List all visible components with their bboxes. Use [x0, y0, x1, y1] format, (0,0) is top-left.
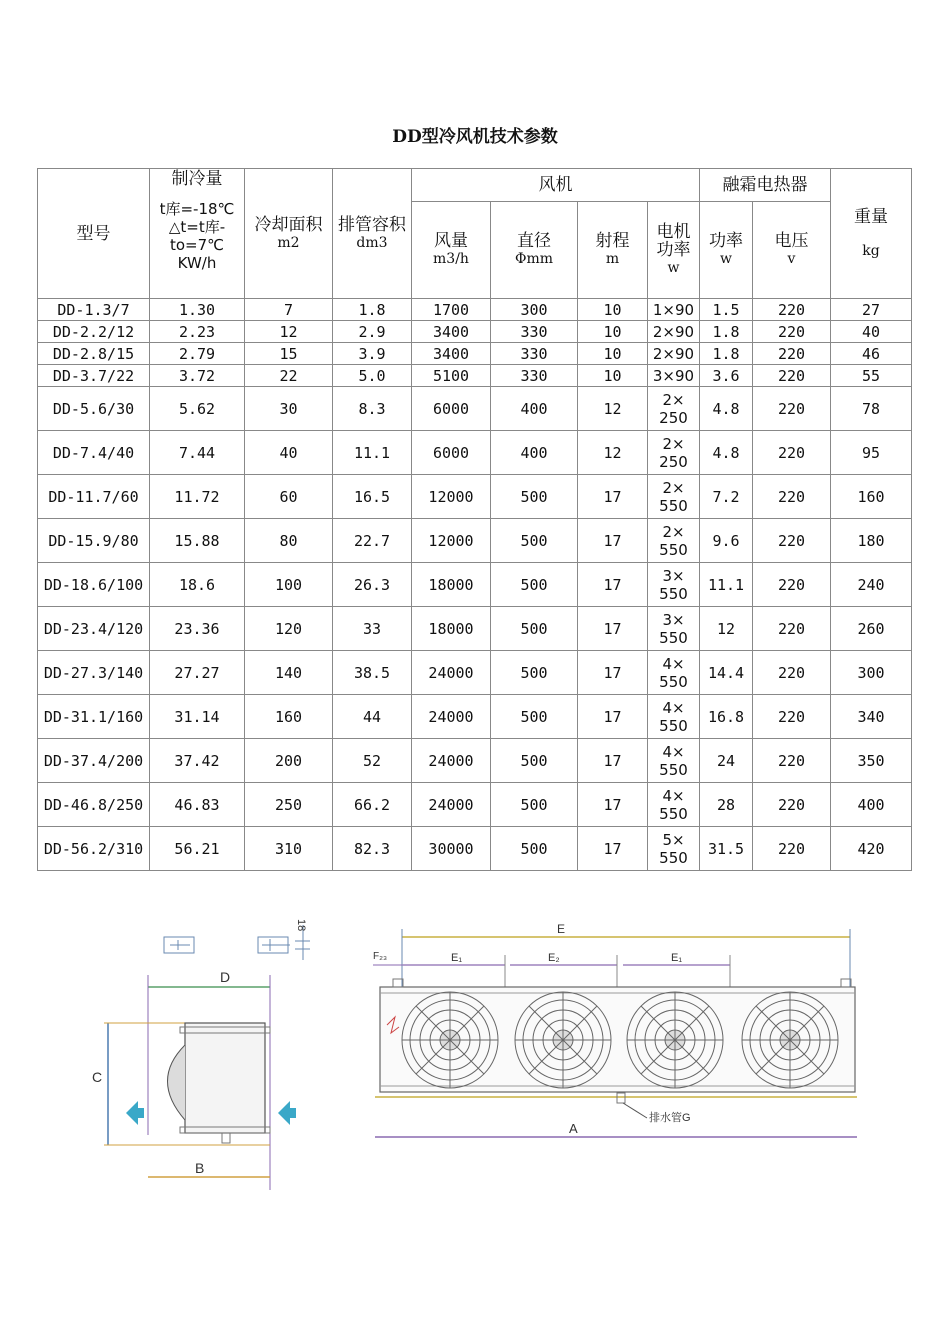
cell-model: DD-46.8/250 — [38, 783, 150, 827]
table-cell: 500 — [491, 519, 578, 563]
table-cell: 22 — [245, 365, 333, 387]
table-cell: 100 — [245, 563, 333, 607]
table-cell: 17 — [578, 783, 648, 827]
cell-model: DD-37.4/200 — [38, 739, 150, 783]
fan-3 — [627, 992, 723, 1088]
dim-e1b-label: E₁ — [671, 952, 683, 964]
table-cell: 220 — [753, 651, 831, 695]
table-cell: 5.62 — [150, 387, 245, 431]
table-cell: 340 — [831, 695, 912, 739]
table-cell: 17 — [578, 695, 648, 739]
table-cell: 17 — [578, 651, 648, 695]
table-row — [38, 607, 912, 651]
cell-model: DD-11.7/60 — [38, 475, 150, 519]
table-cell: 500 — [491, 827, 578, 871]
header-motor-power: 电机功率 w — [648, 202, 700, 299]
table-cell: 3400 — [412, 321, 491, 343]
table-cell: 12000 — [412, 475, 491, 519]
header-voltage: 电压 v — [753, 202, 831, 299]
spec-table — [37, 168, 912, 871]
table-cell: 200 — [245, 739, 333, 783]
table-cell: 1.8 — [333, 299, 412, 321]
header-area: 冷却面积 m2 — [245, 169, 333, 299]
table-cell: 2× 250 — [648, 431, 700, 475]
table-row — [38, 827, 912, 871]
table-cell: 220 — [753, 519, 831, 563]
table-cell: 330 — [491, 365, 578, 387]
table-cell: 18000 — [412, 607, 491, 651]
table-cell: 3× 550 — [648, 563, 700, 607]
table-cell: 12 — [700, 607, 753, 651]
table-cell: 17 — [578, 739, 648, 783]
cell-model: DD-2.8/15 — [38, 343, 150, 365]
table-cell: 1×90 — [648, 299, 700, 321]
table-cell: 4× 550 — [648, 783, 700, 827]
table-cell: 160 — [245, 695, 333, 739]
table-row — [38, 299, 912, 321]
table-cell: 220 — [753, 475, 831, 519]
table-cell: 17 — [578, 827, 648, 871]
table-cell: 8.3 — [333, 387, 412, 431]
table-cell: 5.0 — [333, 365, 412, 387]
table-cell: 400 — [491, 431, 578, 475]
table-cell: 11.1 — [333, 431, 412, 475]
table-cell: 400 — [491, 387, 578, 431]
dim-18-label: 18 — [295, 919, 307, 932]
table-cell: 240 — [831, 563, 912, 607]
table-cell: 80 — [245, 519, 333, 563]
table-cell: 24000 — [412, 651, 491, 695]
table-cell: 3400 — [412, 343, 491, 365]
table-cell: 2.79 — [150, 343, 245, 365]
table-cell: 3.6 — [700, 365, 753, 387]
fan-4 — [742, 992, 838, 1088]
table-cell: 27 — [831, 299, 912, 321]
table-cell: 10 — [578, 299, 648, 321]
table-cell: 4× 550 — [648, 651, 700, 695]
table-cell: 11.1 — [700, 563, 753, 607]
table-cell: 5100 — [412, 365, 491, 387]
fan-1 — [402, 992, 498, 1088]
table-cell: 5× 550 — [648, 827, 700, 871]
table-cell: 220 — [753, 739, 831, 783]
table-row — [38, 321, 912, 343]
table-cell: 7.2 — [700, 475, 753, 519]
plan-icon-left — [164, 937, 194, 953]
table-cell: 140 — [245, 651, 333, 695]
table-row — [38, 343, 912, 365]
cell-model: DD-31.1/160 — [38, 695, 150, 739]
table-row — [38, 431, 912, 475]
table-cell: 420 — [831, 827, 912, 871]
table-row — [38, 739, 912, 783]
dim-e1-label: E₁ — [451, 952, 463, 964]
table-cell: 16.5 — [333, 475, 412, 519]
table-cell: 46.83 — [150, 783, 245, 827]
table-cell: 4.8 — [700, 387, 753, 431]
drain-label: 排水管G — [649, 1112, 691, 1124]
table-cell: 12 — [245, 321, 333, 343]
table-cell: 15.88 — [150, 519, 245, 563]
table-cell: 2× 250 — [648, 387, 700, 431]
header-tube-volume: 排管容积 dm3 — [333, 169, 412, 299]
table-cell: 24 — [700, 739, 753, 783]
table-row — [38, 387, 912, 431]
table-cell: 260 — [831, 607, 912, 651]
table-cell: 220 — [753, 365, 831, 387]
dim-a-label: A — [569, 1121, 578, 1136]
table-cell: 220 — [753, 827, 831, 871]
cell-model: DD-56.2/310 — [38, 827, 150, 871]
cell-model: DD-15.9/80 — [38, 519, 150, 563]
table-cell: 350 — [831, 739, 912, 783]
header-diameter: 直径 Φmm — [491, 202, 578, 299]
table-cell: 180 — [831, 519, 912, 563]
table-cell: 60 — [245, 475, 333, 519]
table-cell: 4.8 — [700, 431, 753, 475]
dim-b-label: B — [195, 1160, 205, 1176]
table-cell: 46 — [831, 343, 912, 365]
air-in-arrow — [126, 1101, 144, 1125]
cell-model: DD-1.3/7 — [38, 299, 150, 321]
table-cell: 82.3 — [333, 827, 412, 871]
table-cell: 220 — [753, 695, 831, 739]
table-cell: 1700 — [412, 299, 491, 321]
table-cell: 18000 — [412, 563, 491, 607]
table-cell: 37.42 — [150, 739, 245, 783]
header-airflow: 风量 m3/h — [412, 202, 491, 299]
table-cell: 1.8 — [700, 321, 753, 343]
table-cell: 220 — [753, 607, 831, 651]
table-cell: 30 — [245, 387, 333, 431]
table-cell: 3× 550 — [648, 607, 700, 651]
cell-model: DD-3.7/22 — [38, 365, 150, 387]
header-cooling: 制冷量 t库=-18℃ △t=t库- to=7℃ KW/h — [150, 169, 245, 299]
table-row — [38, 563, 912, 607]
table-cell: 6000 — [412, 387, 491, 431]
table-cell: 500 — [491, 563, 578, 607]
table-cell: 4× 550 — [648, 695, 700, 739]
table-cell: 220 — [753, 299, 831, 321]
table-cell: 160 — [831, 475, 912, 519]
table-cell: 1.30 — [150, 299, 245, 321]
dim-f-label: F₂₃ — [373, 951, 388, 962]
table-cell: 44 — [333, 695, 412, 739]
table-cell: 220 — [753, 563, 831, 607]
dim-e-label: E — [557, 922, 566, 936]
table-cell: 28 — [700, 783, 753, 827]
table-cell: 17 — [578, 607, 648, 651]
table-cell: 9.6 — [700, 519, 753, 563]
table-cell: 3.9 — [333, 343, 412, 365]
table-cell: 220 — [753, 343, 831, 365]
header-weight: 重量 kg — [831, 169, 912, 299]
table-cell: 11.72 — [150, 475, 245, 519]
table-cell: 2×90 — [648, 321, 700, 343]
table-row — [38, 695, 912, 739]
table-cell: 4× 550 — [648, 739, 700, 783]
table-cell: 2× 550 — [648, 475, 700, 519]
table-cell: 12 — [578, 387, 648, 431]
spec-table-body — [38, 299, 912, 871]
table-cell: 300 — [491, 299, 578, 321]
table-row — [38, 783, 912, 827]
table-cell: 10 — [578, 321, 648, 343]
header-range: 射程 m — [578, 202, 648, 299]
table-cell: 7.44 — [150, 431, 245, 475]
page-title: DD型冷风机技术参数 — [392, 127, 558, 147]
table-cell: 24000 — [412, 695, 491, 739]
unit-body — [185, 1023, 265, 1133]
table-cell: 17 — [578, 475, 648, 519]
dim-d-label: D — [220, 969, 231, 985]
table-cell: 500 — [491, 607, 578, 651]
fan-2 — [515, 992, 611, 1088]
table-cell: 24000 — [412, 739, 491, 783]
table-cell: 3.72 — [150, 365, 245, 387]
table-cell: 31.5 — [700, 827, 753, 871]
table-cell: 78 — [831, 387, 912, 431]
table-cell: 17 — [578, 563, 648, 607]
table-cell: 17 — [578, 519, 648, 563]
cell-model: DD-5.6/30 — [38, 387, 150, 431]
table-row — [38, 651, 912, 695]
table-cell: 250 — [245, 783, 333, 827]
table-cell: 7 — [245, 299, 333, 321]
table-cell: 40 — [245, 431, 333, 475]
table-cell: 2.23 — [150, 321, 245, 343]
table-cell: 6000 — [412, 431, 491, 475]
table-cell: 55 — [831, 365, 912, 387]
table-cell: 30000 — [412, 827, 491, 871]
cell-model: DD-23.4/120 — [38, 607, 150, 651]
table-cell: 22.7 — [333, 519, 412, 563]
table-cell: 330 — [491, 343, 578, 365]
header-model: 型号 — [38, 169, 150, 299]
header-fan: 风机 — [412, 169, 700, 202]
table-cell: 31.14 — [150, 695, 245, 739]
dim-c-label: C — [92, 1069, 103, 1085]
table-cell: 500 — [491, 695, 578, 739]
table-cell: 310 — [245, 827, 333, 871]
table-cell: 500 — [491, 783, 578, 827]
table-cell: 400 — [831, 783, 912, 827]
table-cell: 500 — [491, 739, 578, 783]
table-cell: 220 — [753, 783, 831, 827]
table-cell: 10 — [578, 343, 648, 365]
table-cell: 120 — [245, 607, 333, 651]
table-cell: 500 — [491, 475, 578, 519]
table-cell: 2× 550 — [648, 519, 700, 563]
table-row — [38, 365, 912, 387]
table-cell: 38.5 — [333, 651, 412, 695]
table-cell: 14.4 — [700, 651, 753, 695]
side-view-drawing — [90, 905, 330, 1195]
table-cell: 33 — [333, 607, 412, 651]
table-cell: 95 — [831, 431, 912, 475]
table-cell: 330 — [491, 321, 578, 343]
table-cell: 2×90 — [648, 343, 700, 365]
cell-model: DD-18.6/100 — [38, 563, 150, 607]
table-cell: 2.9 — [333, 321, 412, 343]
table-cell: 12 — [578, 431, 648, 475]
table-cell: 24000 — [412, 783, 491, 827]
table-row — [38, 475, 912, 519]
front-view-drawing — [365, 915, 865, 1165]
table-cell: 1.8 — [700, 343, 753, 365]
cell-model: DD-27.3/140 — [38, 651, 150, 695]
table-cell: 300 — [831, 651, 912, 695]
table-cell: 40 — [831, 321, 912, 343]
table-cell: 66.2 — [333, 783, 412, 827]
header-heater: 融霜电热器 — [700, 169, 831, 202]
table-cell: 220 — [753, 321, 831, 343]
table-cell: 52 — [333, 739, 412, 783]
cell-model: DD-2.2/12 — [38, 321, 150, 343]
table-cell: 220 — [753, 387, 831, 431]
table-cell: 12000 — [412, 519, 491, 563]
table-cell: 3×90 — [648, 365, 700, 387]
table-cell: 23.36 — [150, 607, 245, 651]
cell-model: DD-7.4/40 — [38, 431, 150, 475]
table-cell: 27.27 — [150, 651, 245, 695]
table-cell: 56.21 — [150, 827, 245, 871]
table-cell: 10 — [578, 365, 648, 387]
table-row — [38, 519, 912, 563]
table-cell: 220 — [753, 431, 831, 475]
table-cell: 1.5 — [700, 299, 753, 321]
table-cell: 16.8 — [700, 695, 753, 739]
air-out-arrow — [278, 1101, 296, 1125]
table-cell: 26.3 — [333, 563, 412, 607]
header-heater-power: 功率 w — [700, 202, 753, 299]
table-cell: 500 — [491, 651, 578, 695]
table-cell: 15 — [245, 343, 333, 365]
dim-e2-label: E₂ — [548, 952, 560, 964]
table-cell: 18.6 — [150, 563, 245, 607]
